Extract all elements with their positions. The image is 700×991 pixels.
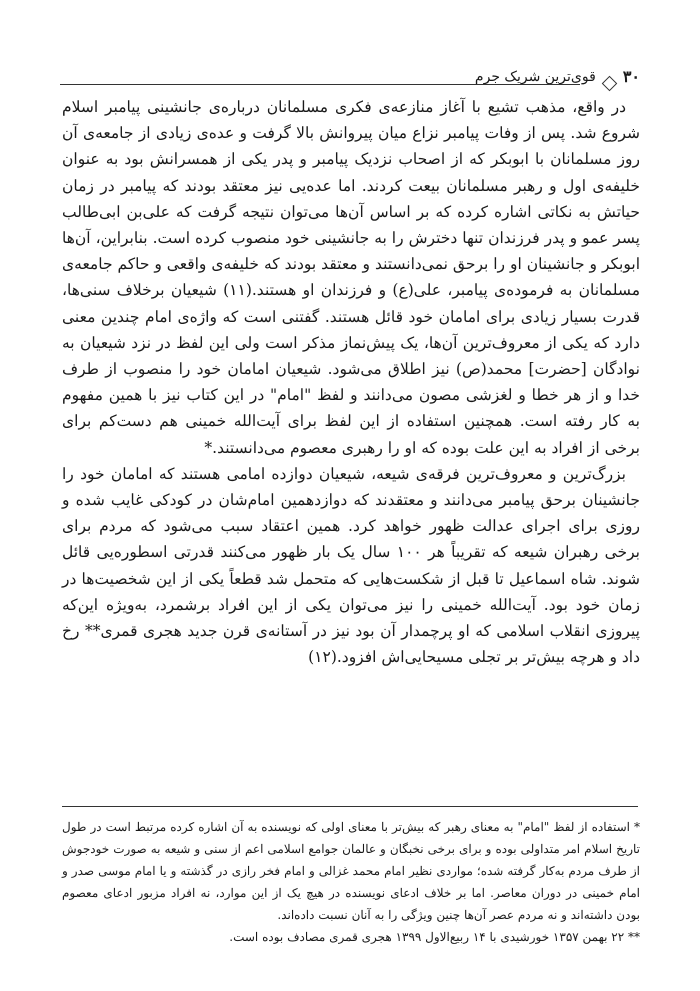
header-rule bbox=[60, 84, 580, 85]
main-text bbox=[62, 94, 640, 670]
footnote-1: * استفاده از لفظ "امام" به معنای رهبر که بیش‌تر با معنای اولی که نویسنده به آن اشاره کرده مرتبط است در طول تاریخ اسلام امر متداولی بوده و برای برخی نخبگان و عالمان جوامع اسلامی اعم از سنی و شیعه به صورت خودجوش از طرف مردم به‌کار گرفته شده؛ مواردی نظیر امام محمد غزالی و امام فخر رازی در گذشته و یا امام موسی صدر و امام خمینی در دوران معاصر. اما بر خلاف ادعای نویسنده در هیچ یک از این موارد، نه افراد مزبور ادعای معصوم بودن داشته‌اند و نه مردم عصر آن‌ها چنین ویژگی را به آنان نسبت داده‌اند. bbox=[62, 820, 641, 922]
footnote-2: ** ۲۲ بهمن ۱۳۵۷ خورشیدی با ۱۴ ربیع‌الاول ۱۳۹۹ هجری قمری مصادف بوده است. bbox=[229, 930, 640, 944]
paragraph-2: بزرگ‌ترین و معروف‌ترین فرقه‌ی شیعه، شیعیان دوازده امامی هستند که امامان خود را جانشینان برحق پیامبر می‌دانند و معتقدند که دوازدهمین امام‌شان در کودکی غایب شده و روزی برای اجرای عدالت ظهور خواهد کرد. همین اعتقاد سبب می‌شود که مردم برای برخی رهبران شیعه که تقریباً هر ۱۰۰ سال یک بار ظهور می‌کنند قدرتی اسطوره‌یی قائل شوند. شاه اسماعیل تا قبل از شکست‌هایی که متحمل شد قطعاً یکی از این شخصیت‌ها در زمان خود بود. آیت‌الله خمینی را نیز می‌توان یکی از این افراد برشمرد، به‌ویژه این‌که پیروزی انقلاب اسلامی که او پرچمدار آن بود نیز در آستانه‌ی قرن جدید هجری قمری** رخ داد و هرچه بیش‌تر بر تجلی مسیحایی‌اش افزود.(۱۲) bbox=[62, 464, 640, 667]
running-title: قوی‌ترین شریک جرم bbox=[474, 68, 596, 85]
page-number: ۳۰ bbox=[622, 67, 640, 86]
footnotes bbox=[62, 816, 640, 948]
paragraph-1: در واقع، مذهب تشیع با آغاز منازعه‌ی فکری مسلمانان درباره‌ی جانشینی پیامبر اسلام شروع شد. پس از وفات پیامبر نزاع میان پیروانش بالا گرفت و عده‌ی زیادی از جامعه‌ی آن روز مسلمانان با ابوبکر که از اصحاب نزدیک پیامبر و پدر یکی از همسرانش بود به عنوان خلیفه‌ی اول و رهبر مسلمانان بیعت کردند. اما عده‌یی نیز معتقد بودند که پیامبر در زمان حیاتش به نکاتی اشاره کرده که بر اساس آن‌ها می‌توان نتیجه گرفت که علی‌بن ابی‌طالب پسر عمو و پدر فرزندان تنها دخترش را به جانشینی خود منصوب کرده است. بنابراین، آن‌ها ابوبکر و جانشینان او را برحق نمی‌دانستند و معتقد بودند که خلیفه‌ی واقعی و حاکم جامعه‌ی مسلمانان به فرموده‌ی پیامبر، علی(ع) و فرزندان او هستند.(۱۱) شیعیان برخلاف سنی‌ها، قدرت بسیار زیادی برای امامان خود قائل هستند. گفتنی است که واژه‌ی امام چندین معنی دارد که یکی از معروف‌ترین آن‌ها، یک پیش‌نماز مذکر است ولی این لفظ در نزد شیعیان به نوادگان [حضرت] محمد(ص) نیز اطلاق می‌شود. شیعیان امامان خود را منصوب از طرف خدا و از هر خطا و لغزشی مصون می‌دانند و لفظ "امام" در این کتاب نیز با همین مفهوم به کار رفته است. همچنین استفاده از این لفظ برای آیت‌الله خمینی هم دست‌کم برای برخی از افراد به این علت بوده که او را رهبری معصوم می‌دانستند.* bbox=[62, 98, 640, 457]
footnote-rule bbox=[62, 806, 638, 807]
diamond-ornament-icon bbox=[602, 76, 618, 92]
running-header bbox=[475, 64, 640, 89]
